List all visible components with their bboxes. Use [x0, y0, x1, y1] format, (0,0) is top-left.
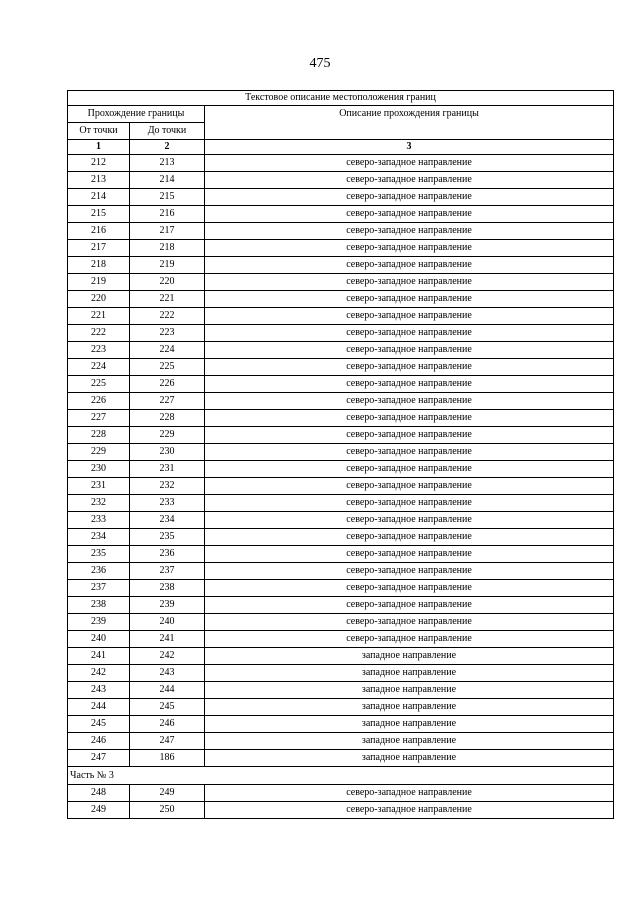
from-point-cell: 228: [68, 427, 130, 444]
to-point-cell: 245: [130, 699, 205, 716]
to-point-cell: 227: [130, 393, 205, 410]
column-number-row: [68, 140, 614, 155]
to-point-cell: 236: [130, 546, 205, 563]
table-row: [68, 291, 614, 308]
to-point-cell: 239: [130, 597, 205, 614]
to-point-cell: 240: [130, 614, 205, 631]
table-row: [68, 665, 614, 682]
table-row: [68, 427, 614, 444]
from-point-cell: 216: [68, 223, 130, 240]
description-cell: северо-западное направление: [205, 597, 614, 614]
table-row: [68, 461, 614, 478]
from-point-cell: 235: [68, 546, 130, 563]
to-point-cell: 223: [130, 325, 205, 342]
table-row: [68, 393, 614, 410]
from-point-cell: 220: [68, 291, 130, 308]
to-point-cell: 243: [130, 665, 205, 682]
from-point-cell: 212: [68, 155, 130, 172]
description-cell: северо-западное направление: [205, 291, 614, 308]
from-point-cell: 221: [68, 308, 130, 325]
to-point-cell: 237: [130, 563, 205, 580]
table-row: [68, 580, 614, 597]
to-point-cell: 230: [130, 444, 205, 461]
from-point-cell: 227: [68, 410, 130, 427]
to-point-cell: 217: [130, 223, 205, 240]
from-point-cell: 219: [68, 274, 130, 291]
description-cell: северо-западное направление: [205, 802, 614, 819]
description-cell: северо-западное направление: [205, 461, 614, 478]
to-point-cell: 213: [130, 155, 205, 172]
to-point-cell: 244: [130, 682, 205, 699]
from-point-cell: 218: [68, 257, 130, 274]
table-title-row: [68, 91, 614, 106]
table-row: [68, 155, 614, 172]
from-point-cell: 217: [68, 240, 130, 257]
description-cell: северо-западное направление: [205, 359, 614, 376]
description-header: Описание прохождения границы: [205, 106, 614, 140]
table-row: [68, 308, 614, 325]
to-point-cell: 226: [130, 376, 205, 393]
to-point-cell: 218: [130, 240, 205, 257]
table-row: [68, 546, 614, 563]
to-point-cell: 214: [130, 172, 205, 189]
to-point-cell: 247: [130, 733, 205, 750]
to-point-cell: 232: [130, 478, 205, 495]
from-point-cell: 240: [68, 631, 130, 648]
from-point-cell: 248: [68, 785, 130, 802]
description-cell: северо-западное направление: [205, 257, 614, 274]
table-row: [68, 478, 614, 495]
to-point-cell: 219: [130, 257, 205, 274]
table-row: [68, 631, 614, 648]
to-point-cell: 221: [130, 291, 205, 308]
from-point-cell: 224: [68, 359, 130, 376]
column-number: 3: [205, 140, 614, 155]
table-row: [68, 172, 614, 189]
description-cell: северо-западное направление: [205, 444, 614, 461]
table-row: [68, 733, 614, 750]
table-row: [68, 802, 614, 819]
from-point-cell: 223: [68, 342, 130, 359]
to-point-cell: 238: [130, 580, 205, 597]
page-number: 475: [309, 56, 331, 71]
table-row: [68, 699, 614, 716]
description-cell: северо-западное направление: [205, 631, 614, 648]
table-row: [68, 359, 614, 376]
table-row: [68, 240, 614, 257]
description-cell: северо-западное направление: [205, 206, 614, 223]
table-row: [68, 410, 614, 427]
column-number: 1: [68, 140, 130, 155]
to-point-cell: 225: [130, 359, 205, 376]
description-cell: северо-западное направление: [205, 189, 614, 206]
from-point-cell: 239: [68, 614, 130, 631]
to-point-cell: 234: [130, 512, 205, 529]
from-point-cell: 249: [68, 802, 130, 819]
description-cell: северо-западное направление: [205, 274, 614, 291]
from-point-cell: 241: [68, 648, 130, 665]
description-cell: северо-западное направление: [205, 495, 614, 512]
table-row: [68, 325, 614, 342]
from-point-cell: 247: [68, 750, 130, 767]
table-row: [68, 614, 614, 631]
part-heading-row: [68, 767, 614, 785]
from-point-cell: 214: [68, 189, 130, 206]
table-row: [68, 223, 614, 240]
to-point-cell: 242: [130, 648, 205, 665]
from-point-cell: 213: [68, 172, 130, 189]
from-point-cell: 229: [68, 444, 130, 461]
table-row: [68, 376, 614, 393]
to-point-cell: 233: [130, 495, 205, 512]
description-cell: северо-западное направление: [205, 342, 614, 359]
description-cell: северо-западное направление: [205, 478, 614, 495]
description-cell: северо-западное направление: [205, 325, 614, 342]
from-point-cell: 231: [68, 478, 130, 495]
from-point-cell: 245: [68, 716, 130, 733]
table-row: [68, 750, 614, 767]
description-cell: северо-западное направление: [205, 172, 614, 189]
group-header-row: [68, 106, 614, 123]
table-row: [68, 648, 614, 665]
to-point-cell: 235: [130, 529, 205, 546]
to-point-cell: 246: [130, 716, 205, 733]
boundary-description-table: [67, 90, 614, 819]
table-row: [68, 444, 614, 461]
description-cell: северо-западное направление: [205, 376, 614, 393]
table-row: [68, 274, 614, 291]
part-heading: Часть № 3: [68, 767, 614, 785]
description-cell: северо-западное направление: [205, 580, 614, 597]
to-point-cell: 250: [130, 802, 205, 819]
table-row: [68, 716, 614, 733]
table-row: [68, 512, 614, 529]
to-point-cell: 241: [130, 631, 205, 648]
from-point-cell: 232: [68, 495, 130, 512]
to-point-cell: 231: [130, 461, 205, 478]
column-number: 2: [130, 140, 205, 155]
description-cell: западное направление: [205, 716, 614, 733]
table-row: [68, 529, 614, 546]
from-point-cell: 234: [68, 529, 130, 546]
from-point-cell: 238: [68, 597, 130, 614]
description-cell: западное направление: [205, 648, 614, 665]
from-point-cell: 222: [68, 325, 130, 342]
table-row: [68, 495, 614, 512]
description-cell: западное направление: [205, 699, 614, 716]
from-point-cell: 244: [68, 699, 130, 716]
to-point-cell: 186: [130, 750, 205, 767]
table-title: Текстовое описание местоположения границ: [68, 91, 614, 106]
table-row: [68, 682, 614, 699]
to-point-header: До точки: [130, 123, 205, 140]
description-cell: западное направление: [205, 750, 614, 767]
description-cell: западное направление: [205, 682, 614, 699]
to-point-cell: 224: [130, 342, 205, 359]
to-point-cell: 249: [130, 785, 205, 802]
description-cell: северо-западное направление: [205, 410, 614, 427]
description-cell: северо-западное направление: [205, 512, 614, 529]
from-point-cell: 243: [68, 682, 130, 699]
to-point-cell: 220: [130, 274, 205, 291]
from-point-cell: 225: [68, 376, 130, 393]
description-cell: северо-западное направление: [205, 529, 614, 546]
table-row: [68, 189, 614, 206]
from-point-cell: 236: [68, 563, 130, 580]
to-point-cell: 228: [130, 410, 205, 427]
table-row: [68, 597, 614, 614]
description-cell: западное направление: [205, 665, 614, 682]
table-row: [68, 257, 614, 274]
from-point-cell: 226: [68, 393, 130, 410]
description-cell: северо-западное направление: [205, 393, 614, 410]
table-row: [68, 563, 614, 580]
description-cell: северо-западное направление: [205, 427, 614, 444]
description-cell: северо-западное направление: [205, 563, 614, 580]
to-point-cell: 216: [130, 206, 205, 223]
from-point-cell: 230: [68, 461, 130, 478]
description-cell: северо-западное направление: [205, 308, 614, 325]
to-point-cell: 215: [130, 189, 205, 206]
description-cell: северо-западное направление: [205, 785, 614, 802]
description-cell: северо-западное направление: [205, 155, 614, 172]
from-point-cell: 233: [68, 512, 130, 529]
group-header: Прохождение границы: [68, 106, 205, 123]
from-point-cell: 242: [68, 665, 130, 682]
description-cell: северо-западное направление: [205, 546, 614, 563]
table-row: [68, 206, 614, 223]
to-point-cell: 229: [130, 427, 205, 444]
description-cell: северо-западное направление: [205, 614, 614, 631]
description-cell: западное направление: [205, 733, 614, 750]
table-row: [68, 785, 614, 802]
to-point-cell: 222: [130, 308, 205, 325]
description-cell: северо-западное направление: [205, 223, 614, 240]
table-row: [68, 342, 614, 359]
from-point-cell: 246: [68, 733, 130, 750]
from-point-cell: 237: [68, 580, 130, 597]
from-point-cell: 215: [68, 206, 130, 223]
description-cell: северо-западное направление: [205, 240, 614, 257]
from-point-header: От точки: [68, 123, 130, 140]
